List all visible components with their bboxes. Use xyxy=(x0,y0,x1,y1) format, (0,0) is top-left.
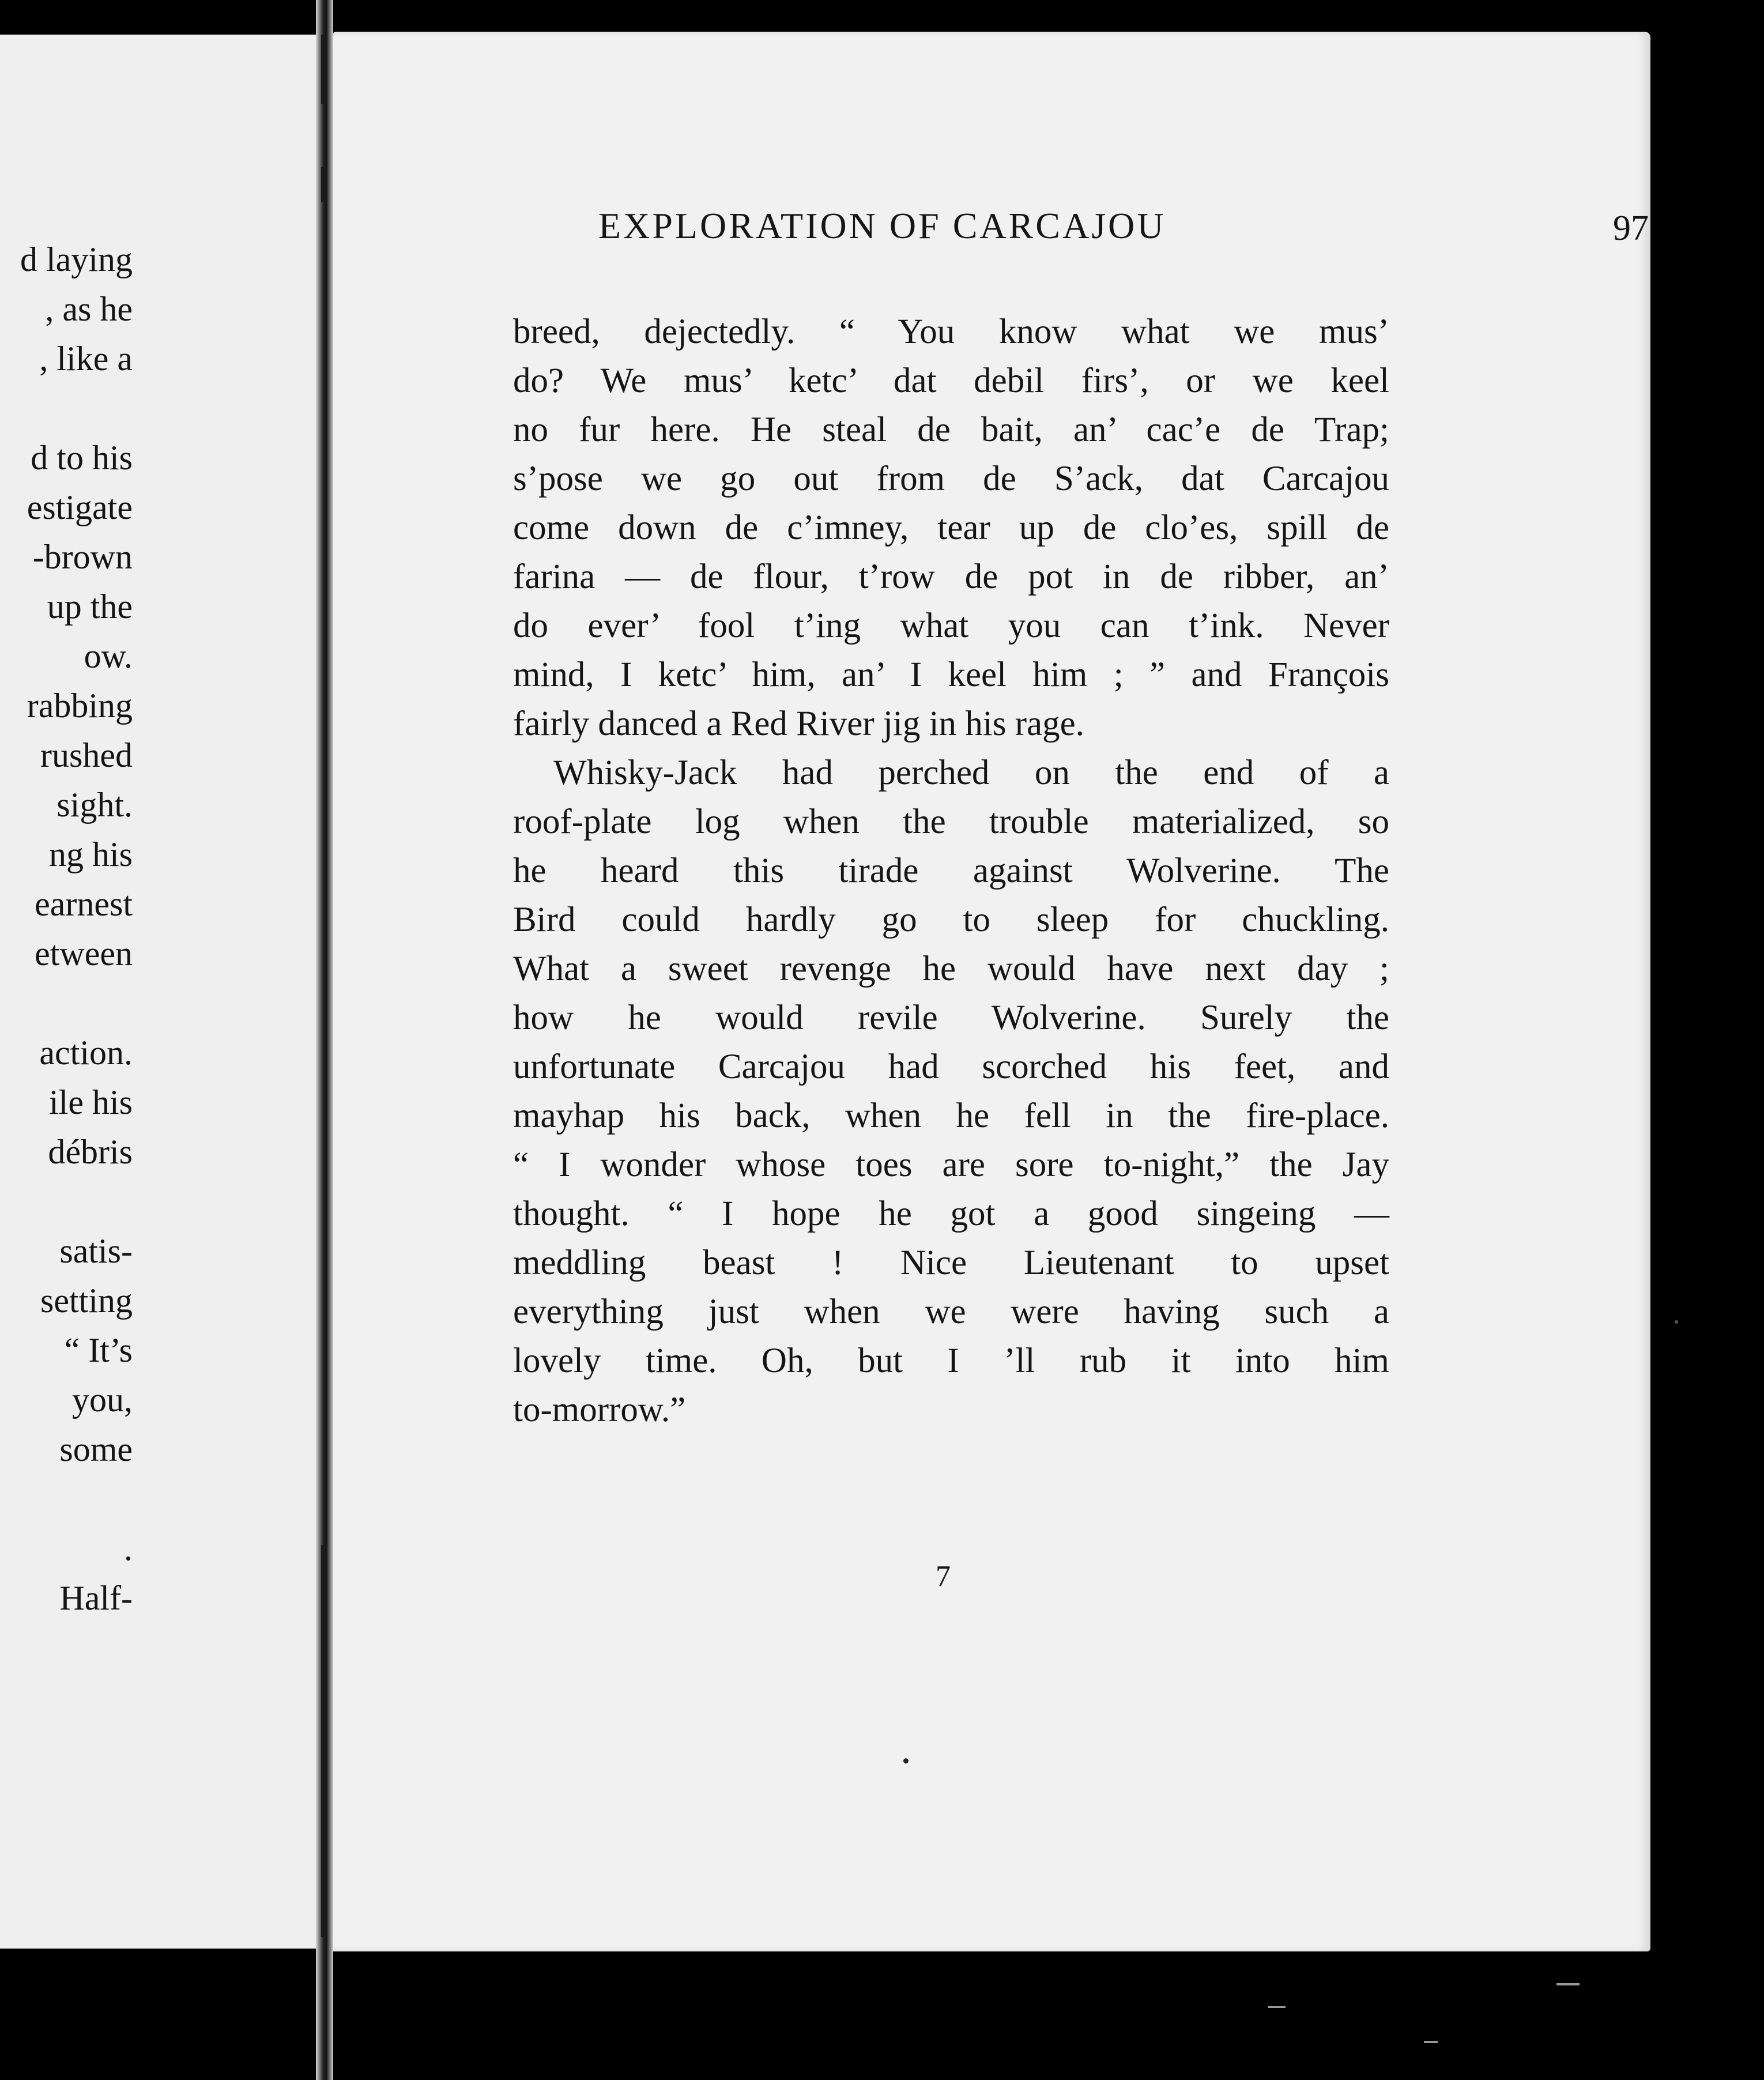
body-line: to-morrow.” xyxy=(513,1391,686,1429)
left-page-line: ile his xyxy=(49,1083,133,1121)
running-title: EXPLORATION OF CARCAJOU xyxy=(598,205,1166,246)
body-line: s’pose we go out from de S’ack, dat Carcajou xyxy=(513,459,1389,498)
body-line: fairly danced a Red River jig in his rage. xyxy=(513,704,1084,743)
body-line: lovely time. Oh, but I ’ll rub it into him xyxy=(513,1342,1389,1380)
body-line: how he would revile Wolverine. Surely the xyxy=(513,998,1389,1037)
left-page-line: sight. xyxy=(56,786,133,824)
left-page-line: earnest xyxy=(35,885,133,923)
scan-edge-noise xyxy=(1424,2041,1438,2043)
body-line: he heard this tirade against Wolverine. The xyxy=(513,851,1389,890)
left-page-line: , like a xyxy=(39,340,133,378)
body-line: “ I wonder whose toes are sore to-night,” the Jay xyxy=(513,1145,1389,1184)
gutter-mark xyxy=(321,167,324,202)
left-page-line: estigate xyxy=(27,488,133,526)
left-page-line: ng his xyxy=(48,835,133,873)
left-page-line: satis- xyxy=(59,1232,133,1270)
left-page xyxy=(0,35,326,1949)
left-page-line: you, xyxy=(72,1381,133,1419)
left-page-line: ow. xyxy=(84,637,133,675)
left-page-line: up the xyxy=(47,587,133,625)
left-page-line: etween xyxy=(35,935,133,973)
gutter-mark xyxy=(321,35,324,104)
left-page-line: -brown xyxy=(32,538,133,576)
scan-edge-noise xyxy=(1268,2006,1286,2008)
body-line: Bird could hardly go to sleep for chuckling. xyxy=(513,900,1389,939)
left-page-line: d to his xyxy=(31,439,133,477)
body-line: come down de c’imney, tear up de clo’es, spill de xyxy=(513,508,1389,547)
body-line: farina — de flour, t’row de pot in de ribber, an’ xyxy=(513,557,1389,596)
left-page-line: , as he xyxy=(45,290,133,328)
book-gutter xyxy=(316,0,333,2080)
left-page-line: some xyxy=(59,1430,133,1468)
body-line: mayhap his back, when he fell in the fire-place. xyxy=(513,1096,1389,1135)
body-line: meddling beast ! Nice Lieutenant to upset xyxy=(513,1244,1389,1282)
dust-speck xyxy=(1675,1320,1678,1324)
body-line: everything just when we were having such a xyxy=(513,1293,1389,1331)
left-page-line: . xyxy=(124,1529,133,1567)
body-line: thought. “ I hope he got a good singeing — xyxy=(513,1195,1389,1233)
left-page-line: setting xyxy=(40,1282,133,1320)
left-page-line: rabbing xyxy=(27,687,133,725)
dust-speck xyxy=(903,1758,909,1764)
body-line: do? We mus’ ketc’ dat debil firs’, or we keel xyxy=(513,361,1389,400)
body-text xyxy=(513,307,1389,1434)
left-page-line: d laying xyxy=(20,240,133,278)
left-page-line: débris xyxy=(48,1133,133,1171)
body-line: roof-plate log when the trouble materialized, so xyxy=(513,802,1389,841)
page-number: 97 xyxy=(1613,209,1649,248)
body-line: unfortunate Carcajou had scorched his feet, and xyxy=(513,1047,1389,1086)
body-line: no fur here. He steal de bait, an’ cac’e de Trap; xyxy=(513,410,1389,449)
gutter-mark xyxy=(321,1545,324,1937)
left-page-line: “ It’s xyxy=(64,1331,133,1369)
signature-mark: 7 xyxy=(936,1560,951,1593)
body-line: breed, dejectedly. “ You know what we mus’ xyxy=(513,312,1389,351)
body-line: mind, I ketc’ him, an’ I keel him ; ” and François xyxy=(513,655,1389,694)
body-line: do ever’ fool t’ing what you can t’ink. Never xyxy=(513,606,1389,645)
left-page-line: Half- xyxy=(59,1579,133,1617)
right-page xyxy=(333,32,1650,1951)
scan-edge-noise xyxy=(1556,1983,1580,1985)
body-line: What a sweet revenge he would have next day ; xyxy=(513,949,1389,988)
left-page-line: action. xyxy=(39,1034,133,1072)
body-line: Whisky-Jack had perched on the end of a xyxy=(553,753,1389,792)
left-page-line: rushed xyxy=(40,736,133,774)
